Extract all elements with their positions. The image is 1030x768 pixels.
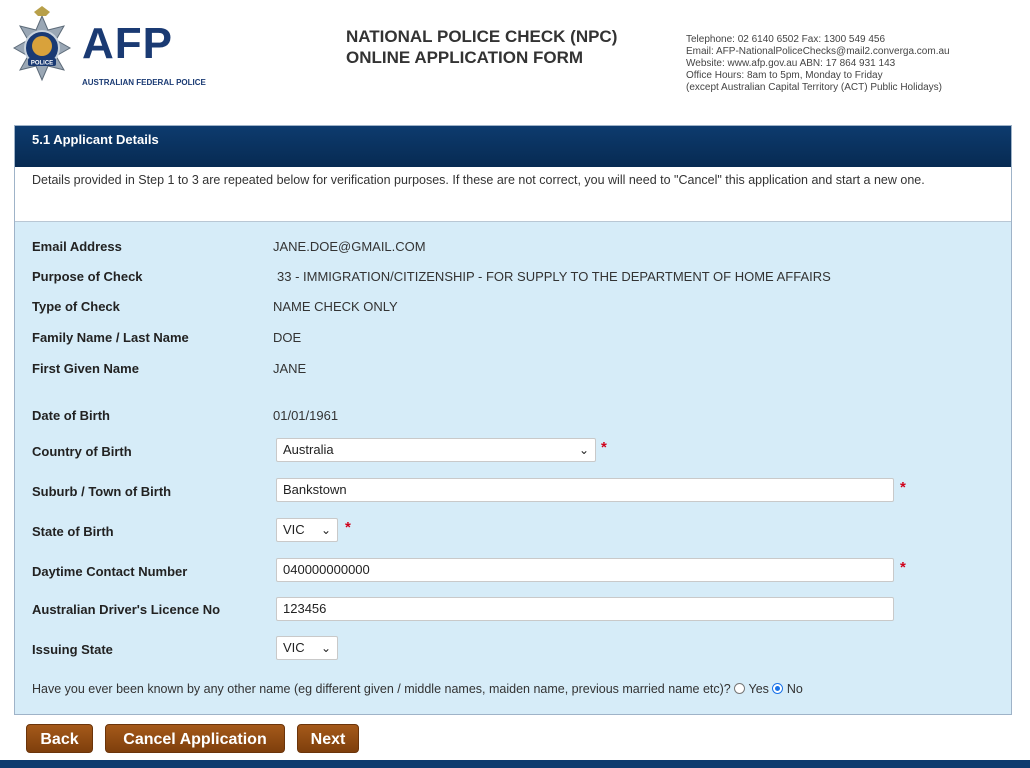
contact-phone: Telephone: 02 6140 6502 Fax: 1300 549 456: [686, 34, 886, 45]
licence-label: Australian Driver's Licence No: [32, 602, 221, 617]
phone-label: Daytime Contact Number: [32, 564, 188, 579]
purpose-label: Purpose of Check: [32, 269, 143, 284]
family-name-value: DOE: [273, 330, 302, 345]
section-title: 5.1 Applicant Details: [15, 126, 1011, 167]
next-button[interactable]: Next: [297, 724, 359, 753]
back-button[interactable]: Back: [26, 724, 93, 753]
required-marker: *: [345, 519, 351, 536]
page-title-line1: NATIONAL POLICE CHECK (NPC): [346, 27, 618, 46]
police-crest-icon: [8, 6, 76, 90]
dob-label: Date of Birth: [32, 408, 110, 423]
phone-value: 040000000000: [283, 562, 370, 577]
other-name-yes-radio[interactable]: [734, 683, 745, 694]
state-of-birth-label: State of Birth: [32, 524, 114, 539]
chevron-down-icon: ⌄: [320, 523, 331, 537]
type-label: Type of Check: [32, 299, 120, 314]
afp-logo[interactable]: [8, 6, 206, 92]
country-of-birth-select[interactable]: [276, 438, 596, 462]
section-intro: Details provided in Step 1 to 3 are repeated below for verification purposes. If these are not correct, you will need to "Cancel" this application and start a new one.: [15, 167, 1011, 222]
purpose-value: 33 - IMMIGRATION/CITIZENSHIP - FOR SUPPLY TO THE DEPARTMENT OF HOME AFFAIRS: [277, 269, 831, 284]
afp-logo-subtext: AUSTRALIAN FEDERAL POLICE: [82, 78, 206, 87]
country-of-birth-label: Country of Birth: [32, 444, 132, 459]
dob-value: 01/01/1961: [273, 408, 339, 423]
email-value: JANE.DOE@GMAIL.COM: [273, 239, 426, 254]
email-label: Email Address: [32, 239, 122, 254]
issuing-state-select[interactable]: [276, 636, 338, 660]
given-name-label: First Given Name: [32, 361, 139, 376]
contact-hours: Office Hours: 8am to 5pm, Monday to Friday: [686, 70, 883, 81]
suburb-value: Bankstown: [283, 482, 347, 497]
other-name-no-label[interactable]: No: [786, 682, 803, 696]
phone-input[interactable]: [276, 558, 894, 582]
suburb-input[interactable]: [276, 478, 894, 502]
required-marker: *: [601, 439, 607, 456]
other-name-yes-label[interactable]: Yes: [748, 682, 769, 696]
type-value: NAME CHECK ONLY: [273, 299, 398, 314]
contact-email: Email: AFP-NationalPoliceChecks@mail2.converga.com.au: [686, 46, 950, 57]
page-title-line2: ONLINE APPLICATION FORM: [346, 48, 584, 67]
cancel-application-button[interactable]: Cancel Application: [105, 724, 285, 753]
chevron-down-icon: ⌄: [578, 443, 589, 457]
licence-value: 123456: [283, 601, 327, 616]
country-of-birth-value: Australia: [283, 442, 334, 457]
contact-info: [686, 34, 950, 94]
chevron-down-icon: ⌄: [320, 641, 331, 655]
afp-logo-text: AFP: [82, 19, 173, 68]
other-name-question-text: Have you ever been known by any other name (eg different given / middle names, maiden name, previous married name etc)?: [32, 682, 731, 696]
given-name-value: JANE: [273, 361, 307, 376]
other-name-question: [32, 682, 803, 696]
state-of-birth-select[interactable]: [276, 518, 338, 542]
crest-label: POLICE: [30, 60, 54, 67]
required-marker: *: [900, 559, 906, 576]
required-marker: *: [900, 479, 906, 496]
contact-website: Website: www.afp.gov.au ABN: 17 864 931 143: [686, 58, 896, 69]
issuing-state-value: VIC: [283, 640, 305, 655]
applicant-form: [15, 222, 1011, 714]
family-name-label: Family Name / Last Name: [32, 330, 189, 345]
contact-hours-note: (except Australian Capital Territory (ACT) Public Holidays): [686, 82, 943, 93]
licence-input[interactable]: [276, 597, 894, 621]
page-header: [0, 0, 1030, 112]
other-name-no-radio[interactable]: [772, 683, 783, 694]
footer-bar: [0, 760, 1030, 768]
issuing-state-label: Issuing State: [32, 642, 113, 657]
suburb-label: Suburb / Town of Birth: [32, 484, 172, 499]
page-title: [346, 26, 617, 68]
state-of-birth-value: VIC: [283, 522, 305, 537]
applicant-details-panel: [14, 125, 1012, 715]
